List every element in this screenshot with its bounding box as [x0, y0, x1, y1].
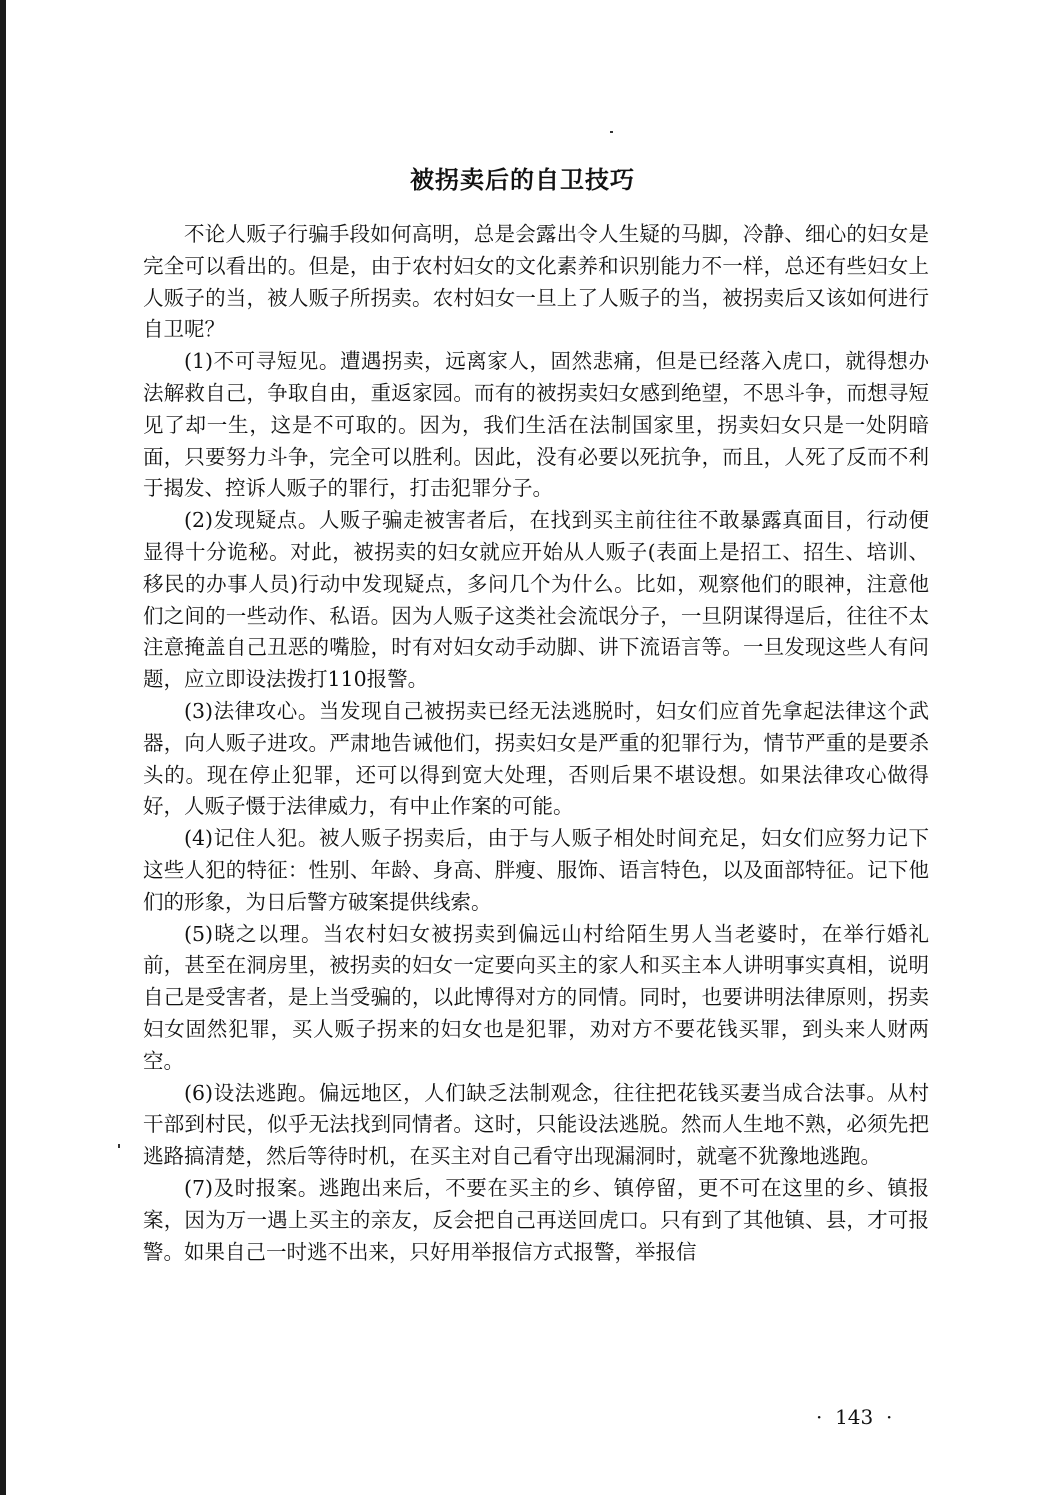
- tip-paragraph-7: (7)及时报案。逃跑出来后，不要在买主的乡、镇停留，更不可在这里的乡、镇报案，因为万一遇上买主的亲友，反会把自己再送回虎口。只有到了其他镇、县，才可报警。如果自己一时逃不出来，只好用举报信方式报警，举报信: [143, 1175, 929, 1264]
- page-spine-edge: [0, 0, 6, 1495]
- tip-paragraph-3: (3)法律攻心。当发现自己被拐卖已经无法逃脱时，妇女们应首先拿起法律这个武器，向人贩子进攻。严肃地告诫他们，拐卖妇女是严重的犯罪行为，情节严重的是要杀头的。现在停止犯罪，还可以得到宽大处理，否则后果不堪设想。如果法律攻心做得好，人贩子慑于法律威力，有中止作案的可能。: [143, 698, 929, 819]
- page-title: 被拐卖后的自卫技巧: [410, 166, 635, 194]
- scan-speck: [610, 131, 613, 133]
- tip-paragraph-4: (4)记住人犯。被人贩子拐卖后，由于与人贩子相处时间充足，妇女们应努力记下这些人犯的特征：性别、年龄、身高、胖瘦、服饰、语言特色，以及面部特征。记下他们的形象，为日后警方破案提供线索。: [143, 826, 929, 914]
- tip-paragraph-5: (5)晓之以理。当农村妇女被拐卖到偏远山村给陌生男人当老婆时，在举行婚礼前，甚至在洞房里，被拐卖的妇女一定要向买主的家人和买主本人讲明事实真相，说明自己是受害者，是上当受骗的，以此博得对方的同情。同时，也要讲明法律原则，拐卖妇女固然犯罪，买人贩子拐来的妇女也是犯罪，劝对方不要花钱买罪，到头来人财两空。: [143, 921, 929, 1073]
- tip-paragraph-1: (1)不可寻短见。遭遇拐卖，远离家人，固然悲痛，但是已经落入虎口，就得想办法解救自己，争取自由，重返家园。而有的被拐卖妇女感到绝望，不思斗争，而想寻短见了却一生，这是不可取的。因为，我们生活在法制国家里，拐卖妇女只是一处阴暗面，只要努力斗争，完全可以胜利。因此，没有必要以死抗争，而且，人死了反而不利于揭发、控诉人贩子的罪行，打击犯罪分子。: [143, 349, 929, 501]
- scan-speck: [118, 1144, 120, 1148]
- intro-paragraph: 不论人贩子行骗手段如何高明，总是会露出令人生疑的马脚，冷静、细心的妇女是完全可以看出的。但是，由于农村妇女的文化素养和识别能力不一样，总还有些妇女上人贩子的当，被人贩子所拐卖。农村妇女一旦上了人贩子的当，被拐卖后又该如何进行自卫呢？: [143, 222, 929, 342]
- body-text: [143, 219, 929, 1268]
- tip-paragraph-6: (6)设法逃跑。偏远地区，人们缺乏法制观念，往往把花钱买妻当成合法事。从村干部到村民，似乎无法找到同情者。这时，只能设法逃脱。然而人生地不熟，必须先把逃路搞清楚，然后等待时机，在买主对自己看守出现漏洞时，就毫不犹豫地逃跑。: [143, 1080, 929, 1169]
- page-number: · 143 ·: [816, 1405, 893, 1429]
- tip-paragraph-2: (2)发现疑点。人贩子骗走被害者后，在找到买主前往往不敢暴露真面目，行动便显得十分诡秘。对此，被拐卖的妇女就应开始从人贩子(表面上是招工、招生、培训、移民的办事人员)行动中发现疑点，多问几个为什么。比如，观察他们的眼神，注意他们之间的一些动作、私语。因为人贩子这类社会流氓分子，一旦阴谋得逞后，往往不太注意掩盖自己丑恶的嘴脸，时有对妇女动手动脚、讲下流语言等。一旦发现这些人有问题，应立即设法拨打110报警。: [143, 508, 929, 692]
